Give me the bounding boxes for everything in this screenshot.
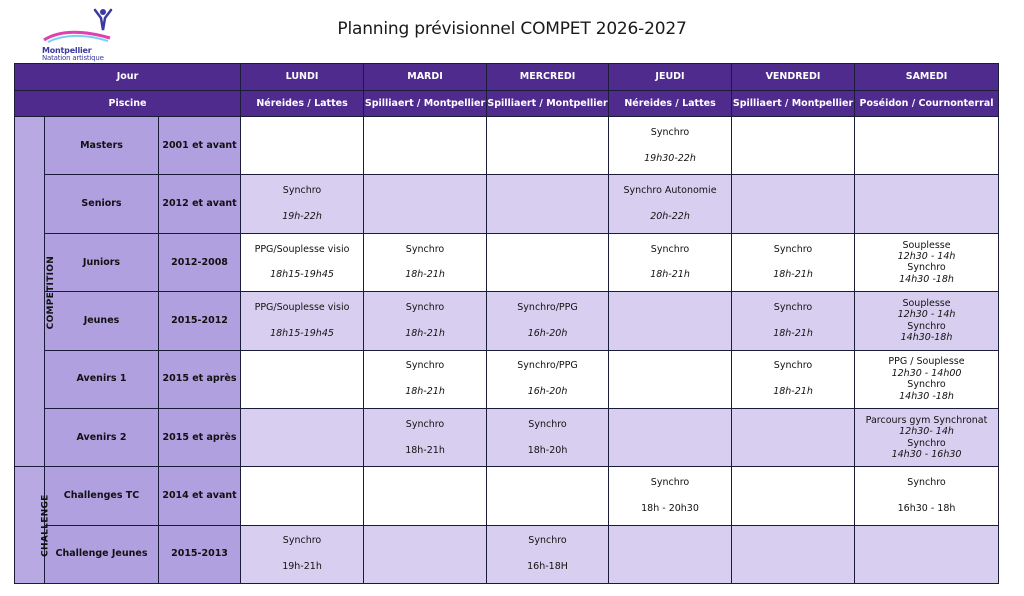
schedule-cell bbox=[241, 408, 364, 466]
schedule-cell bbox=[609, 292, 732, 350]
time-slot: 18h-21h bbox=[773, 269, 813, 281]
category-cell: Challenge Jeunes bbox=[45, 525, 159, 583]
schedule-cell bbox=[364, 408, 487, 466]
activity-label: PPG / Souplesse bbox=[888, 356, 965, 368]
schedule-cell bbox=[487, 117, 609, 175]
schedule-cell bbox=[855, 292, 999, 350]
jour-header: Jour bbox=[15, 64, 241, 91]
time-slot: 18h-21h bbox=[773, 327, 813, 339]
schedule-cell bbox=[855, 350, 999, 408]
activity-label: Parcours gym Synchronat bbox=[865, 414, 988, 426]
schedule-cell bbox=[609, 525, 732, 583]
activity-label: Synchro bbox=[405, 301, 445, 313]
logo-subtitle: Natation artistique bbox=[42, 54, 104, 62]
activity-label: Synchro/PPG bbox=[517, 301, 578, 313]
schedule-cell bbox=[732, 233, 855, 291]
schedule-cell bbox=[609, 175, 732, 233]
time-slot: 18h-20h bbox=[527, 444, 568, 456]
schedule-cell bbox=[855, 525, 999, 583]
time-slot: 18h-21h bbox=[405, 327, 445, 339]
schedule-cell bbox=[241, 117, 364, 175]
activity-label: Synchro bbox=[282, 535, 322, 547]
group-label-text: COMPETITION bbox=[46, 255, 57, 329]
schedule-cell bbox=[241, 525, 364, 583]
birth-years-cell: 2015-2013 bbox=[159, 525, 241, 583]
time-slot: 14h30-18h bbox=[900, 332, 953, 344]
time-slot: 19h-21h bbox=[282, 561, 322, 573]
activity-label: Synchro bbox=[773, 360, 813, 372]
table-row bbox=[15, 233, 999, 291]
activity-label: Souplesse bbox=[902, 298, 951, 310]
day-header: LUNDI bbox=[241, 64, 364, 91]
activity-label: Synchro bbox=[773, 243, 813, 255]
time-slot: 14h30 - 16h30 bbox=[891, 448, 962, 460]
schedule-cell bbox=[855, 408, 999, 466]
category-cell: Juniors bbox=[45, 233, 159, 291]
time-slot: 20h-22h bbox=[650, 211, 690, 223]
day-header: JEUDI bbox=[609, 64, 732, 91]
header-row-days bbox=[15, 64, 999, 91]
time-slot: 18h-21h bbox=[405, 386, 445, 398]
schedule-cell bbox=[732, 408, 855, 466]
table-row bbox=[15, 350, 999, 408]
table-row bbox=[15, 292, 999, 350]
birth-years-cell: 2012 et avant bbox=[159, 175, 241, 233]
category-cell: Avenirs 2 bbox=[45, 408, 159, 466]
time-slot: 12h30- 14h bbox=[899, 426, 954, 438]
activity-label: Synchro bbox=[773, 301, 813, 313]
activity-label: Synchro bbox=[907, 477, 946, 489]
schedule-cell bbox=[241, 175, 364, 233]
activity-label: Synchro bbox=[528, 535, 567, 547]
time-slot: 18h15-19h45 bbox=[270, 269, 334, 281]
time-slot: 16h-18H bbox=[527, 561, 568, 573]
activity-label: Synchro bbox=[405, 418, 445, 430]
birth-years-cell: 2014 et avant bbox=[159, 467, 241, 525]
activity-label: PPG/Souplesse visio bbox=[254, 301, 350, 313]
activity-label: Synchro bbox=[907, 379, 946, 391]
logo-title: Montpellier bbox=[42, 46, 92, 55]
day-header: MERCREDI bbox=[487, 64, 609, 91]
schedule-cell bbox=[609, 233, 732, 291]
schedule-table bbox=[14, 63, 999, 584]
activity-label: Synchro bbox=[650, 126, 690, 138]
pool-header: Spilliaert / Montpellier bbox=[732, 91, 855, 117]
time-slot: 16h30 - 18h bbox=[897, 502, 956, 514]
header-row-pools bbox=[15, 91, 999, 117]
activity-label: Synchro bbox=[405, 243, 445, 255]
group-label-competition bbox=[15, 117, 57, 467]
schedule-cell bbox=[732, 117, 855, 175]
birth-years-cell: 2015 et après bbox=[159, 408, 241, 466]
pool-header: Spilliaert / Montpellier bbox=[364, 91, 487, 117]
schedule-cell bbox=[487, 233, 609, 291]
time-slot: 18h-21h bbox=[650, 269, 690, 281]
table-row bbox=[15, 117, 999, 175]
activity-label: Synchro bbox=[907, 437, 946, 449]
time-slot: 12h30 - 14h bbox=[897, 251, 956, 263]
pool-header: Spilliaert / Montpellier bbox=[487, 91, 609, 117]
activity-label: Souplesse bbox=[902, 239, 951, 251]
table-row bbox=[15, 525, 999, 583]
activity-label: Synchro bbox=[907, 262, 946, 274]
schedule-cell bbox=[487, 525, 609, 583]
schedule-cell bbox=[364, 117, 487, 175]
page-title: Planning prévisionnel COMPET 2026-2027 bbox=[337, 19, 687, 39]
schedule-cell bbox=[609, 408, 732, 466]
category-cell: Challenges TC bbox=[45, 467, 159, 525]
time-slot: 12h30 - 14h bbox=[897, 309, 956, 321]
day-header: MARDI bbox=[364, 64, 487, 91]
schedule-cell bbox=[241, 350, 364, 408]
day-header: VENDREDI bbox=[732, 64, 855, 91]
time-slot: 18h15-19h45 bbox=[270, 327, 334, 339]
group-label-text: CHALLENGE bbox=[40, 494, 51, 557]
activity-label: Synchro bbox=[650, 243, 690, 255]
table-row bbox=[15, 467, 999, 525]
activity-label: Synchro bbox=[650, 477, 690, 489]
time-slot: 14h30 -18h bbox=[899, 390, 954, 402]
schedule-cell bbox=[364, 467, 487, 525]
schedule-cell bbox=[732, 292, 855, 350]
time-slot: 18h-21h bbox=[405, 269, 445, 281]
schedule-cell bbox=[609, 350, 732, 408]
schedule-cell bbox=[364, 525, 487, 583]
category-cell: Avenirs 1 bbox=[45, 350, 159, 408]
pool-header: Néreides / Lattes bbox=[609, 91, 732, 117]
pool-header: Poséidon / Cournonterral bbox=[855, 91, 999, 117]
schedule-cell bbox=[487, 292, 609, 350]
schedule-cell bbox=[732, 525, 855, 583]
schedule-cell bbox=[855, 467, 999, 525]
schedule-cell bbox=[241, 292, 364, 350]
schedule-cell bbox=[487, 350, 609, 408]
time-slot: 18h-21h bbox=[405, 444, 445, 456]
time-slot: 18h-21h bbox=[773, 386, 813, 398]
schedule-cell bbox=[855, 175, 999, 233]
schedule-cell bbox=[855, 117, 999, 175]
schedule-cell bbox=[732, 350, 855, 408]
activity-label: Synchro bbox=[405, 360, 445, 372]
table-row bbox=[15, 175, 999, 233]
category-cell: Jeunes bbox=[45, 292, 159, 350]
activity-label: Synchro bbox=[528, 418, 567, 430]
group-label-challenge bbox=[15, 467, 51, 584]
schedule-cell bbox=[855, 233, 999, 291]
activity-label: Synchro Autonomie bbox=[623, 185, 717, 197]
activity-label: Synchro bbox=[282, 185, 322, 197]
birth-years-cell: 2012-2008 bbox=[159, 233, 241, 291]
schedule-cell bbox=[364, 175, 487, 233]
time-slot: 19h-22h bbox=[282, 211, 322, 223]
time-slot: 16h-20h bbox=[527, 386, 568, 398]
schedule-cell bbox=[732, 467, 855, 525]
schedule-cell bbox=[609, 117, 732, 175]
birth-years-cell: 2015-2012 bbox=[159, 292, 241, 350]
schedule-cell bbox=[487, 175, 609, 233]
time-slot: 14h30 -18h bbox=[899, 273, 954, 285]
birth-years-cell: 2015 et après bbox=[159, 350, 241, 408]
time-slot: 19h30-22h bbox=[644, 152, 696, 164]
activity-label: Synchro bbox=[907, 320, 946, 332]
piscine-header: Piscine bbox=[15, 91, 241, 117]
time-slot: 12h30 - 14h00 bbox=[891, 367, 962, 379]
activity-label: Synchro/PPG bbox=[517, 360, 578, 372]
schedule-cell bbox=[487, 408, 609, 466]
schedule-cell bbox=[732, 175, 855, 233]
table-row bbox=[15, 408, 999, 466]
schedule-cell bbox=[609, 467, 732, 525]
category-cell: Seniors bbox=[45, 175, 159, 233]
schedule-cell bbox=[364, 350, 487, 408]
day-header: SAMEDI bbox=[855, 64, 999, 91]
birth-years-cell: 2001 et avant bbox=[159, 117, 241, 175]
schedule-cell bbox=[241, 467, 364, 525]
schedule-cell bbox=[241, 233, 364, 291]
time-slot: 18h - 20h30 bbox=[641, 502, 699, 514]
pool-header: Néreides / Lattes bbox=[241, 91, 364, 117]
schedule-cell bbox=[364, 292, 487, 350]
schedule-cell bbox=[487, 467, 609, 525]
time-slot: 16h-20h bbox=[527, 327, 568, 339]
schedule-cell bbox=[364, 233, 487, 291]
activity-label: PPG/Souplesse visio bbox=[254, 243, 350, 255]
category-cell: Masters bbox=[45, 117, 159, 175]
